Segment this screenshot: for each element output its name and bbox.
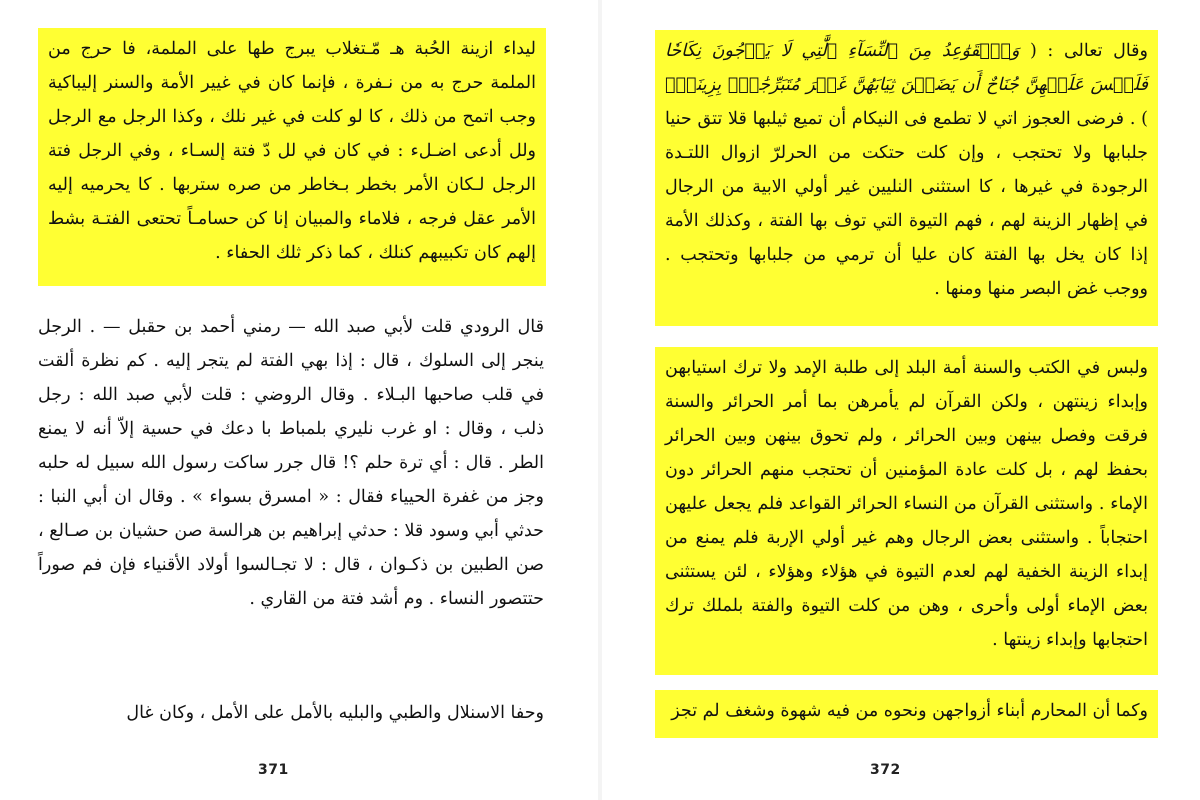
right-paragraph-1-body: فرضى العجوز اتي لا تطمع فى النيكام أن تميع ثيلبها قلا تتق حنيا جلبابها ولا تحتجب ، وإن كلت حتكت من الحرلرّ ازوال اللتـدة الرجودة في غيرها ، كا استثنى النليين غير أولي الابية من الرجال في إظهار الزينة لهم ، فهم التيوة التي توف بها الفتة ، وكذلك الأمة إذا كان يخل بها الفتة كان عليا أن ترمي من جلبابها وتحتجب . ووجب غض البصر منها ومنها . — [665, 109, 1148, 299]
right-highlighted-paragraph-1 — [655, 30, 1158, 326]
right-page-number: 372 — [870, 762, 901, 778]
right-paragraph-3-text: وكما أن المحارم أبناء أزواجهن ونحوه من فيه شهوة وشغف لم تجز — [671, 701, 1148, 721]
left-paragraph-2 — [38, 310, 544, 678]
left-paragraph-3 — [38, 696, 544, 736]
right-paragraph-2-text: ولبس في الكتب والسنة أمة البلد إلى طلبة الإمد ولا ترك استيابهن وإبداء زينتهن ، ولكن القرآن لم يأمرهن بما أمر الحرائر والسنة فرقت وفصل بينهن وبين الحرائر ، ولم تحوق بينهن وبين الحرائر بحفظ لهم ، بل كلت عادة المؤمنين أن تحتجب منهم الحرائر دون الإماء . واستثنى القرآن من النساء الحرائر القواعد فلم يجعل عليهن احتجاباً . واستثنى بعض الرجال وهم غير أولي الإربة فلم يمنع من إبداء الزينة الخفية لهم لعدم التيوة في هؤلاء وهؤلاء ، لئن يستثنى بعض الإماء أولى وأحرى ، وهن من كلت التيوة والفتة بلملك ترك احتجابها وإبداء زينتها . — [665, 358, 1148, 650]
verse-close: ) . — [1129, 109, 1149, 129]
left-paragraph-3-text: وحفا الاسنلال والطبي والبليه بالأمل على الأمل ، وكان غال — [126, 703, 544, 723]
right-highlighted-paragraph-3 — [655, 690, 1158, 738]
left-paragraph-2-text: قال الرودي قلت لأبي صبد الله — رمني أحمد بن حقبل — . الرجل ينجر إلى السلوك ، قال : إذا بهي الفتة لم يتجر إليه . كم نظرة ألقت في قلب صاحبها البـلاء . وقال الروضي : قلت لأبي صبد الله : رجل ذلب ، وقال : او غرب نليري بلمباط با دعك في حسية إلاّ أنه لا يمنع الطر . قال : أي ترة حلم ؟! قال جرر ساكت رسول الله سبيل له حلبه وجز من غفرة الحيياء فقال : « امسرق بسواء » . وقال ان أبي النبا : حدثي أبي وسود قلا : حدثي إبراهيم بن هرالسة صن حشيان بن صـالع ، صن الطبين بن ذكـوان ، قال : لا تجـالسوا أولاد الأقنياء فإن فم صوراً حتتصور النساء . وم أشد فتة من القاري . — [38, 317, 544, 609]
left-paragraph-1-text: ليداء ازينة الحُبة هـ مّـتغلاب يبرج طها على الملمة، فا حرج من الملمة حرج به من نـفرة ، فإنما كان في غيير الأمة والسنر إليباكية وجب اتمح من ذلك ، كا لو كلت في غير نلك ، وكذا الرجل مع الرجل ولل أدعى اضـلء : في كان في لل دّ فتة إلسـاء ، وفي الرجل فتة الرجل لـكان الأمر بخطر بـخاطر من صره ستربها . كا يحرميه إليه الأمر عقل فرجه ، فلاماء والمبيان إنا كن حسامـاً تحتعى الفتـة بشط إلهم كان تكبيبهم كنلك ، كما ذكر ثلك الحفاء . — [48, 39, 536, 263]
right-page — [600, 0, 1200, 800]
left-highlighted-paragraph — [38, 28, 546, 286]
verse-intro: وقال تعالى : ( — [1030, 41, 1148, 61]
left-page-number: 371 — [258, 762, 289, 778]
quran-verse: وَٱلۡقَوَٰعِدُ مِنَ ٱلنِّسَآءِ ٱلَّٰتِي لَا يَرۡجُونَ نِكَاحٗا فَلَيۡسَ عَلَيۡهِنَّ جُنَاحٌ أَن يَضَعۡنَ ثِيَابَهُنَّ غَيۡرَ مُتَبَرِّجَٰتِۭ بِزِينَةٖۖ — [665, 41, 1148, 95]
right-paragraph-1-text — [665, 34, 1148, 306]
right-highlighted-paragraph-2 — [655, 347, 1158, 675]
